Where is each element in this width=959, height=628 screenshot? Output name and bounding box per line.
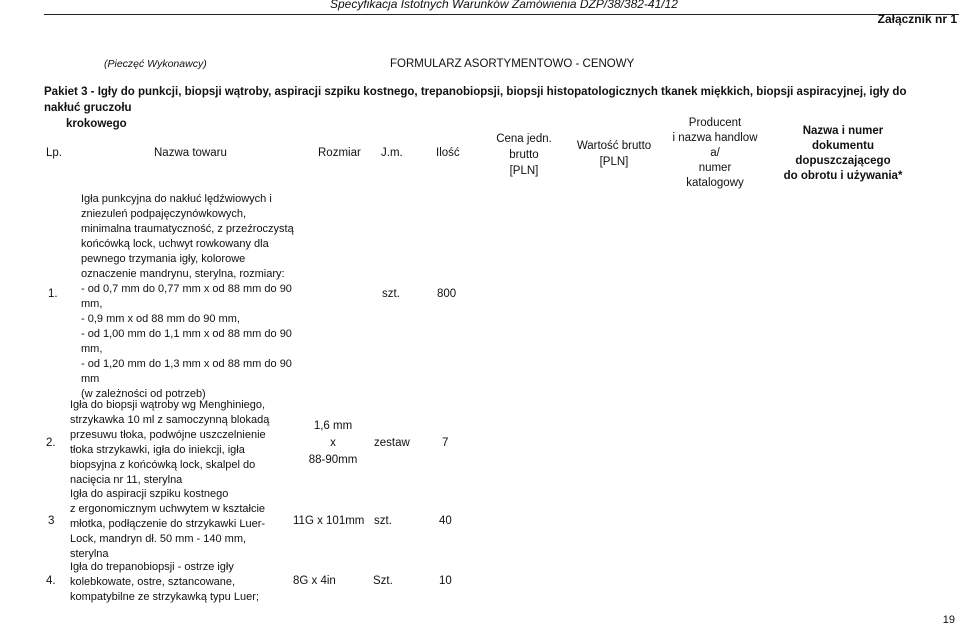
desc-line: - od 0,7 mm do 0,77 mm x od 88 mm do 90 [81,283,292,295]
row-1-qty: 800 [437,288,457,300]
col-document-line: Nazwa i numer [802,125,884,137]
col-document [768,124,918,184]
desc-line: strzykawka 10 ml z samoczynną blokadą [70,414,270,426]
col-producer-line: a/ [710,147,720,159]
size-line: 1,6 mm [313,420,353,432]
row-3-unit: szt. [374,515,392,527]
row-2-desc [70,398,295,488]
row-3-lp: 3 [48,515,55,527]
size-line: 88-90mm [308,454,358,466]
desc-line: z ergonomicznym uchwytem w kształcie [70,503,266,515]
col-price-line: [PLN] [509,165,539,177]
col-qty: Ilość [436,147,460,159]
row-1-lp: 1. [48,288,58,300]
col-price-line: brutto [509,149,539,161]
row-4-lp: 4. [46,575,56,587]
row-3-size: 11G x 101mm [293,515,365,527]
desc-line: mm [81,373,100,385]
desc-line: Igła punkcyjna do nakłuć lędźwiowych i [81,193,272,205]
spec-title: Specyfikacja Istotnych Warunków Zamówienia DZP/38/382-41/12 [330,0,678,11]
desc-line: Igła do biopsji wątroby wg Menghiniego, [70,399,266,411]
col-size: Rozmiar [318,147,361,159]
row-1-desc [81,192,301,402]
desc-line: Igła do aspiracji szpiku kostnego [70,488,229,500]
desc-line: oznaczenie mandrynu, sterylna, rozmiary: [81,268,285,280]
col-producer-line: Producent [688,117,742,129]
desc-line: końcówką lock, uchwyt rowkowany dla [81,238,269,250]
desc-line: nacięcia nr 11, sterylna [70,474,183,486]
row-2-qty: 7 [442,437,449,449]
col-producer-line: katalogowy [686,177,744,189]
desc-line: - od 1,00 mm do 1,1 mm x od 88 mm do 90 [81,328,292,340]
col-name: Nazwa towaru [154,147,227,159]
row-1-unit: szt. [382,288,400,300]
col-value [572,138,656,170]
desc-line: Lock, mandryn dł. 50 mm - 140 mm, [70,533,247,545]
desc-line: mm, [81,298,103,310]
desc-line: mm, [81,343,103,355]
row-2-unit: zestaw [374,437,410,449]
desc-line: tłoka strzykawki, igła do iniekcji, igła [70,444,245,456]
row-3-qty: 40 [439,515,452,527]
col-document-line: dokumentu [812,140,874,152]
row-4-size: 8G x 4in [293,575,336,587]
col-price [496,131,552,179]
col-value-line: Wartość brutto [576,140,652,152]
col-producer-line: i nazwa handlow [672,132,758,144]
form-title: FORMULARZ ASORTYMENTOWO - CENOWY [390,58,635,70]
attachment-label: Załącznik nr 1 [877,12,957,26]
col-unit: J.m. [381,147,403,159]
desc-line: minimalna traumatyczność, z przeźroczystą [81,223,294,235]
col-price-line: Cena jedn. [496,133,552,145]
row-2-lp: 2. [46,437,56,449]
col-lp: Lp. [46,147,62,159]
desc-line: młotka, podłączenie do strzykawki Luer- [70,518,266,530]
desc-line: kompatybilne ze strzykawką typu Luer; [70,591,259,603]
desc-line: zniezuleń podpajęczynówkowych, [81,208,247,220]
desc-line: Igła do trepanobiopsji - ostrze igły [70,561,234,573]
stamp-label: (Pieczęć Wykonawcy) [104,58,207,70]
row-2-size [294,418,372,469]
col-value-line: [PLN] [599,156,629,168]
row-4-unit: Szt. [373,575,393,587]
desc-line: - 0,9 mm x od 88 mm do 90 mm, [81,313,240,325]
row-3-desc [70,487,295,562]
page-number: 19 [942,614,955,626]
col-producer [660,116,770,191]
package-line-2: krokowego [66,118,127,130]
col-producer-line: numer [698,162,732,174]
row-4-qty: 10 [439,575,452,587]
header-rule [44,14,959,15]
size-line: x [330,437,336,449]
desc-line: pewnego trzymania igły, kolorowe [81,253,246,265]
desc-line: - od 1,20 mm do 1,3 mm x od 88 mm do 90 [81,358,292,370]
desc-line: biopsyjna z końcówką lock, skalpel do [70,459,256,471]
desc-line: kolebkowate, ostre, sztancowane, [70,576,236,588]
package-line-1: Pakiet 3 - Igły do punkcji, biopsji wątroby, aspiracji szpiku kostnego, trepanobiopsji, biopsji histopatologicznych tkanek miękkich, biopsji aspiracyjnej, igły do nakłuć gruczołu [44,86,907,114]
desc-line: przesuwu tłoka, podwójne uszczelnienie [70,429,266,441]
desc-line: sterylna [70,548,109,560]
desc-line: (w zależności od potrzeb) [81,388,206,400]
row-4-desc [70,560,295,605]
col-document-line: dopuszczającego [795,155,891,167]
col-document-line: do obrotu i używania* [783,170,903,182]
